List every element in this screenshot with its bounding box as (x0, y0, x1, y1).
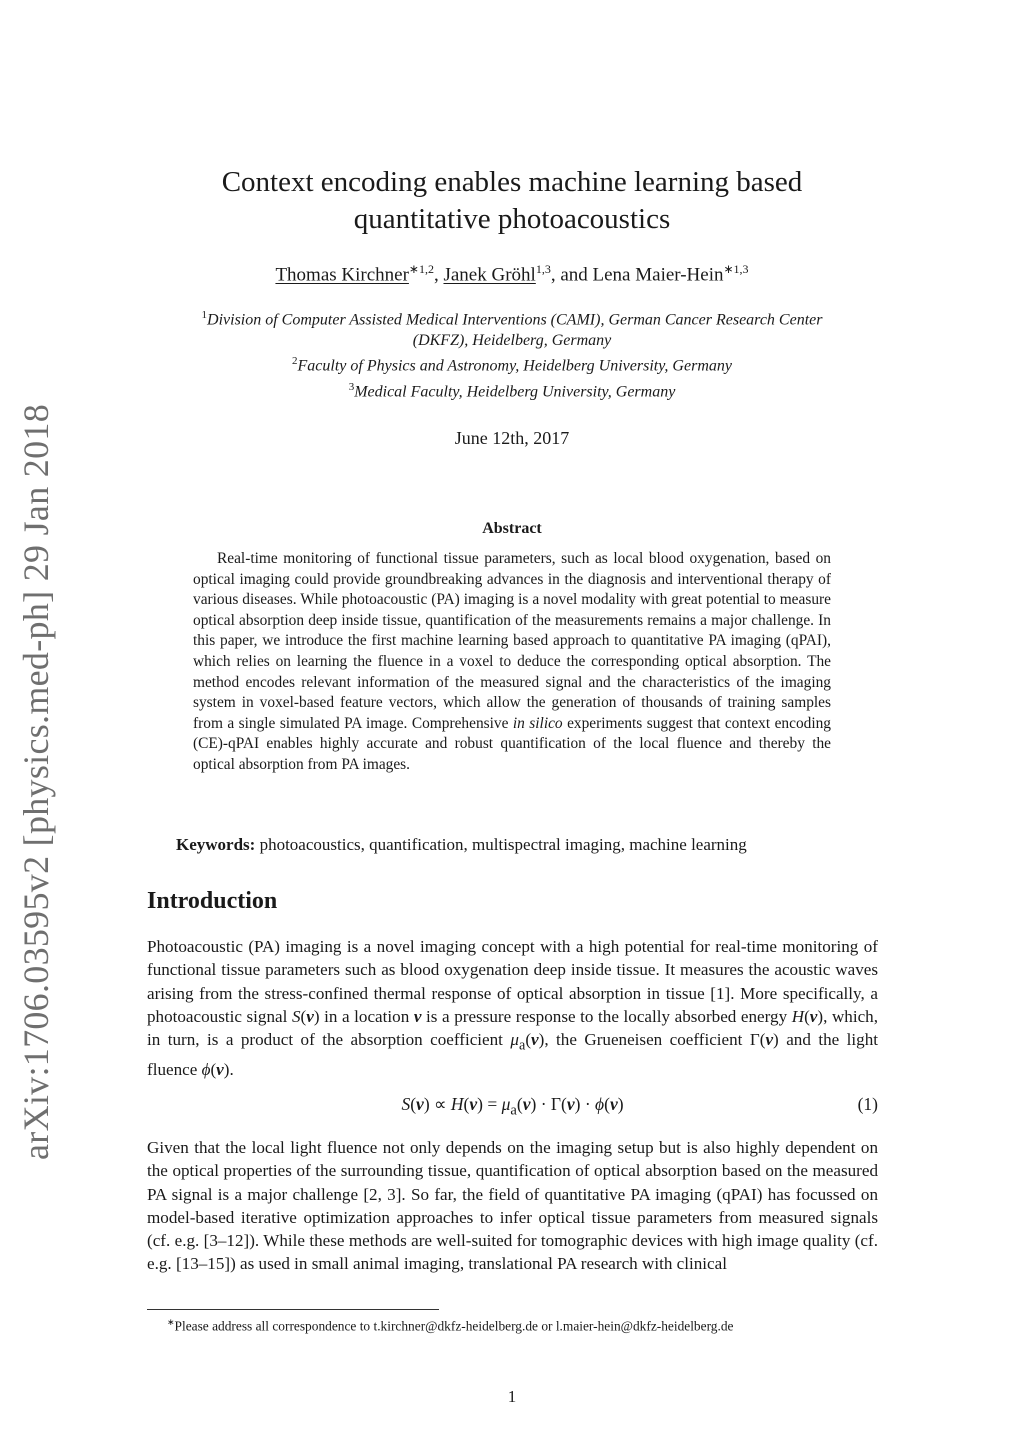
abstract-text-part: Real-time monitoring of functional tissue parameters, such as local blood oxygenation, based on optical imaging could provide groundbreaking advances in the diagnosis and interventional therapy of various diseases. While photoacoustic (PA) imaging is a novel modality with great potential to measure optical absorption deep inside tissue, quantification of the measurements remains a major challenge. In this paper, we introduce the first machine learning based approach to quantitative PA imaging (qPAI), which relies on learning the fluence in a voxel to deduce the corresponding optical absorption. The method encodes relevant information of the measured signal and the characteristics of the imaging system in voxel-based feature vectors, which allow the generation of thousands of training samples from a single simulated PA image. Comprehensive (193, 550, 831, 732)
text-run: in a location (319, 1006, 414, 1026)
math-symbol: μ (501, 1094, 511, 1114)
math-symbol: S (401, 1094, 411, 1114)
keywords (176, 835, 876, 855)
math-vector: v (469, 1094, 478, 1114)
affiliation-mark: 3 (348, 380, 355, 393)
footnote-rule (147, 1309, 439, 1310)
author-janek-grohl[interactable]: Janek Gröhl (443, 264, 536, 286)
section-heading-introduction: Introduction (147, 888, 278, 914)
abstract-heading: Abstract (482, 520, 542, 537)
paper-date: June 12th, 2017 (454, 428, 570, 448)
math-symbol: μ (510, 1030, 519, 1050)
math-paren: ( (463, 1094, 470, 1114)
author-1-affil-mark: ∗1,2 (408, 262, 434, 276)
arxiv-identifier-stamp[interactable]: arXiv:1706.03595v2 [physics.med-ph] 29 Jan 2018 (16, 403, 56, 1160)
math-subscript: a (518, 1037, 526, 1054)
author-separator: , and (550, 264, 593, 286)
text-run: . (229, 1059, 234, 1079)
title-line-2: quantitative photoacoustics (353, 203, 671, 235)
equation-number: (1) (857, 1094, 878, 1114)
math-paren: ( (561, 1094, 567, 1114)
math-symbol: S (291, 1006, 301, 1026)
page-number: 1 (507, 1387, 517, 1406)
affiliation-line (140, 305, 884, 330)
math-paren: ) (617, 1094, 624, 1114)
text-run: is a pressure response to the locally absorbed energy (421, 1006, 792, 1026)
math-vector: v (416, 1094, 424, 1114)
math-paren: ) (530, 1094, 537, 1114)
footnote-text: Please address all correspondence to t.kirchner@dkfz-heidelberg.de or l.maier-hein@dkfz-heidelberg.de (174, 1318, 734, 1334)
affiliations (140, 305, 884, 402)
math-paren: ( (516, 1094, 523, 1114)
math-paren: ( (300, 1006, 307, 1026)
math-operator: · (536, 1094, 551, 1114)
affiliation-text: Medical Faculty, Heidelberg University, Germany (354, 382, 676, 400)
math-vector: v (413, 1006, 422, 1026)
paper-title (150, 164, 874, 238)
affiliation-text: Division of Computer Assisted Medical Interventions (CAMI), German Cancer Research Center (207, 311, 823, 329)
math-vector: v (809, 1006, 818, 1026)
math-paren: ) (223, 1059, 230, 1079)
math-symbol: ϕ (595, 1094, 605, 1114)
math-vector: v (522, 1094, 531, 1114)
keywords-list: photoacoustics, quantification, multispectral imaging, machine learning (255, 835, 747, 854)
math-paren: ( (759, 1030, 766, 1050)
text-run: and the light fluence (147, 1030, 878, 1079)
math-paren: ) (574, 1094, 581, 1114)
footnote-mark: ∗ (167, 1317, 175, 1327)
math-symbol: ϕ (201, 1059, 211, 1079)
correspondence-footnote (167, 1317, 887, 1334)
affiliation-mark: 1 (201, 309, 208, 321)
math-vector: v (609, 1094, 618, 1114)
abstract-italic-term: in silico (512, 714, 563, 732)
intro-paragraph-1 (147, 935, 878, 1081)
math-vector: v (566, 1094, 575, 1114)
math-symbol: H (791, 1006, 805, 1026)
author-thomas-kirchner[interactable]: Thomas Kirchner (275, 264, 409, 286)
affiliation-text: Faculty of Physics and Astronomy, Heidelberg University, Germany (297, 357, 732, 375)
math-paren: ( (804, 1006, 810, 1026)
math-paren: ) (538, 1030, 545, 1050)
math-symbol: H (450, 1094, 464, 1114)
math-vector: v (306, 1006, 314, 1026)
text-run: Photoacoustic (PA) imaging is a novel imaging concept with a high potential for real-time monitoring of functional tissue parameters such as blood oxygenation deep inside tissue. It measures the acoustic waves arising from the stress-confined thermal response of optical absorption in tissue [1]. More specifically, a photoacoustic signal (147, 937, 878, 1026)
math-operator: · (580, 1094, 596, 1114)
abstract-text-part: experiments suggest that context encoding (CE)-qPAI enables highly accurate and robust quantification of the local fluence and thereby the optical absorption from PA images. (193, 714, 832, 773)
math-paren: ) (773, 1030, 779, 1050)
author-separator: , (433, 264, 444, 286)
math-paren: ) (423, 1094, 430, 1114)
affiliation-mark: 2 (292, 355, 298, 368)
math-paren: ( (604, 1094, 610, 1114)
intro-paragraph-2: Given that the local light fluence not only depends on the imaging setup but is also highly dependent on the optical properties of the surrounding tissue, quantification of optical absorption based on the measured PA signal is a major challenge [2, 3]. So far, the field of quantitative PA imaging (qPAI) has focussed on model-based iterative optimization approaches to infer optical tissue parameters from measured signals (cf. e.g. [3–12]). While these methods are well-suited for tomographic devices with high image quality (cf. e.g. [13–15]) as used in small animal imaging, translational PA research with clinical (147, 1138, 878, 1274)
keywords-label: Keywords: (176, 835, 256, 854)
math-paren: ( (525, 1030, 532, 1050)
math-paren: ( (410, 1094, 417, 1114)
math-paren: ) (313, 1006, 320, 1026)
equation-body (147, 1094, 878, 1120)
math-paren: ) (817, 1006, 824, 1026)
math-operator: ∝ (429, 1094, 451, 1114)
author-2-affil-mark: 1,3 (535, 262, 551, 276)
math-vector: v (765, 1030, 774, 1050)
affiliation-line (140, 377, 884, 402)
math-vector: v (531, 1030, 539, 1050)
text-run: , the Grueneisen coefficient Γ (544, 1030, 760, 1050)
abstract-text (193, 549, 831, 776)
math-subscript: a (510, 1102, 517, 1119)
author-list (140, 262, 884, 286)
math-paren: ) (477, 1094, 483, 1114)
math-operator: = (482, 1094, 502, 1114)
math-symbol: Γ (550, 1094, 562, 1114)
math-paren: ( (210, 1059, 217, 1079)
title-line-1: Context encoding enables machine learning based (221, 166, 803, 198)
author-lena-maier-hein: Lena Maier-Hein (592, 264, 724, 286)
author-3-affil-mark: ∗1,3 (723, 262, 749, 276)
affiliation-text: (DKFZ), Heidelberg, Germany (412, 332, 612, 350)
affiliation-line (140, 351, 884, 376)
equation-1 (147, 1094, 878, 1120)
math-vector: v (216, 1059, 224, 1079)
text-run: , which, in turn, is a product of the absorption coefficient (147, 1006, 878, 1050)
affiliation-line (140, 330, 884, 351)
